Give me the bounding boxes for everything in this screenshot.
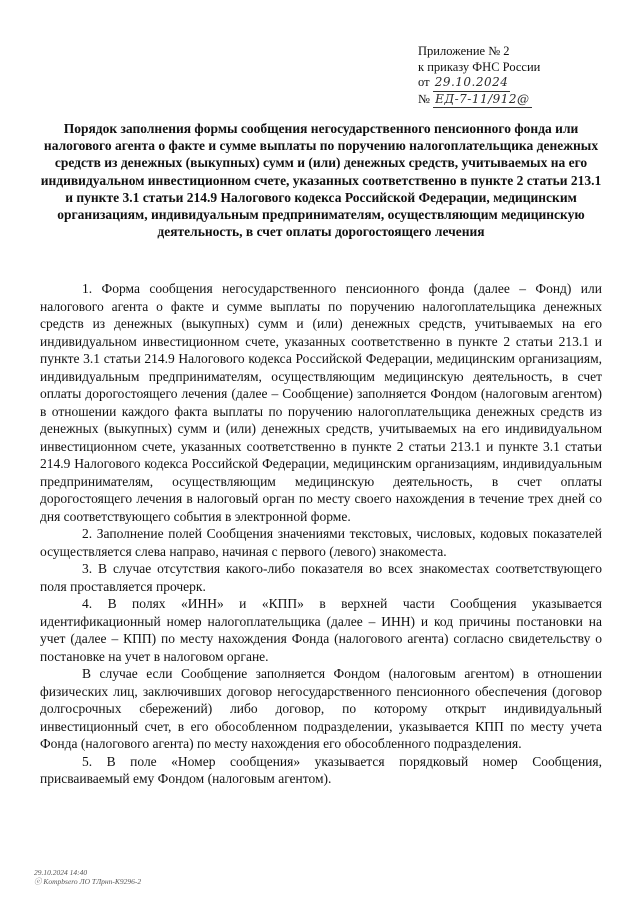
paragraph-1: 1. Форма сообщения негосударственного пенсионного фонда (далее – Фонд) или налогового агента о факте и сумме выплаты по поручению налогоплательщика денежных средств из денежных (выкупных) сумм и (или) денежных средств, учитываемых на его индивидуальном инвестиционном счете, указанных соответственно в пункте 2 статьи 213.1 и пункте 3.1 статьи 214.9 Налогового кодекса Российской Федерации, медицинским организациям, индивидуальным предпринимателям, осуществляющим медицинскую деятельность, в счет оплаты дорогостоящего лечения (далее – Сообщение) заполняется Фондом (налоговым агентом) в отношении каждого факта выплаты по поручению налогоплательщика денежных средств из денежных (выкупных) сумм и (или) денежных средств, учитываемых на его индивидуальном инвестиционном счете, указанных соответственно в пункте 2 статьи 213.1 и пункте 3.1 статьи 214.9 Налогового кодекса Российской Федерации, медицинским организациям, индивидуальным предпринимателям, осуществляющим медицинскую деятельность, в счет оплаты дорогостоящего лечения в налоговый орган по месту своего нахождения в течение трех дней со дня соответствующего события в электронной форме. (40, 281, 602, 524)
paragraph-2: 2. Заполнение полей Сообщения значениями текстовых, числовых, кодовых показателей осуществляется слева направо, начиная с первого (левого) знакоместа. (40, 526, 602, 559)
number-prefix: № (418, 91, 430, 106)
order-number-line (418, 92, 618, 109)
document-body (40, 280, 602, 788)
handwritten-number: ЕД-7-11/912@ (433, 92, 531, 109)
paragraph-5: 5. В поле «Номер сообщения» указывается порядковый номер Сообщения, присваиваемый ему Фондом (налоговым агентом). (40, 753, 602, 786)
appendix-label: Приложение № 2 (418, 44, 510, 58)
print-footer (34, 868, 141, 886)
handwritten-date: 29.10.2024 (433, 75, 511, 92)
date-prefix: от (418, 75, 430, 89)
paragraph-4: 4. В полях «ИНН» и «КПП» в верхней части Сообщения указывается идентификационный номер налогоплательщика (далее – ИНН) и код причины постановки на учет (далее – КПП) по месту нахождения Фонда (налогового агента) согласно свидетельству о постановке на учет в налоговом органе. (40, 596, 602, 664)
paragraph-3: 3. В случае отсутствия какого-либо показателя во всех знакоместах соответствующего поля проставляется прочерк. (40, 561, 602, 594)
document-title: Порядок заполнения формы сообщения негосударственного пенсионного фонда или налогового агента о факте и сумме выплаты по поручению налогоплательщика денежных средств из денежных (выкупных) сумм и (или) денежных средств, учитываемых на его индивидуальном инвестиционном счете, указанных соответственно в пункте 2 статьи 213.1 и пункте 3.1 статьи 214.9 Налогового кодекса Российской Федерации, медицинским организациям, индивидуальным предпринимателям, осуществляющим медицинскую деятельность, в счет оплаты дорогостоящего лечения (40, 121, 602, 240)
footer-timestamp: 29.10.2024 14:40 (34, 868, 88, 877)
order-date-line (418, 75, 618, 92)
paragraph-4-continued: В случае если Сообщение заполняется Фондом (налоговым агентом) в отношении физических лиц, заключивших договор негосударственного пенсионного обеспечения (договор долгосрочных сбережений) либо договор, по которому открыт индивидуальный инвестиционный счет, в его обособленном подразделении, указывается КПП по месту учета Фонда (налогового агента) по месту нахождения его обособленного подразделения. (40, 666, 602, 751)
footer-document-id: ⓔ Komрbsero ЛО ТЛрнп-К9296-2 (34, 877, 142, 886)
appendix-header (418, 44, 618, 108)
order-reference: к приказу ФНС России (418, 59, 541, 74)
